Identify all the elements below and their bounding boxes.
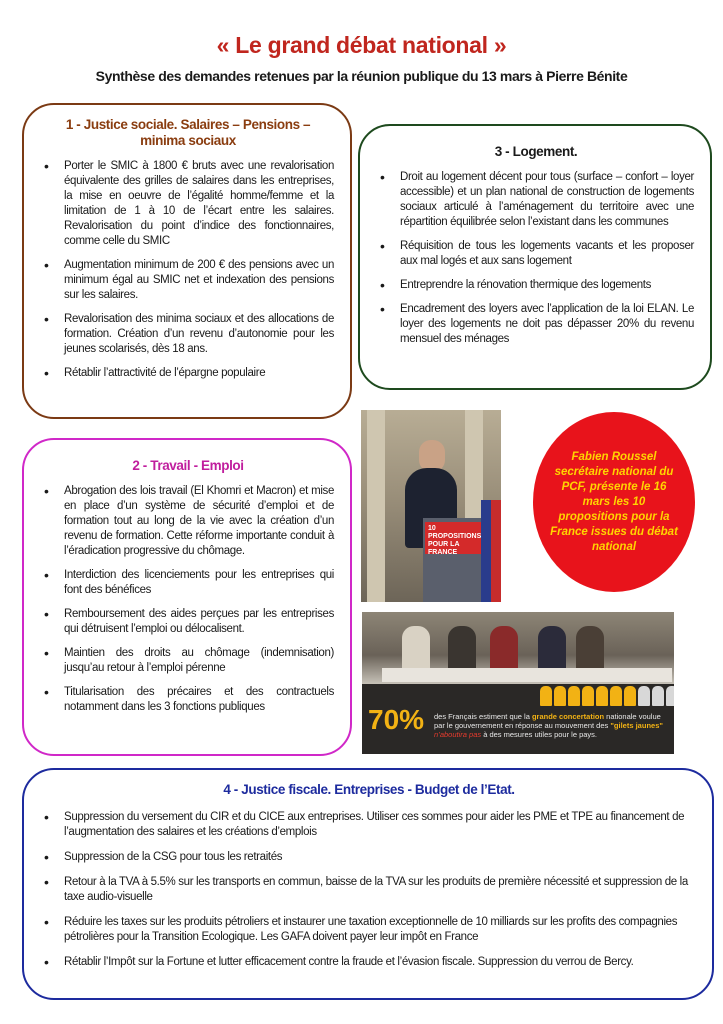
- person-shape: [576, 626, 604, 670]
- person-shape: [490, 626, 518, 670]
- list-item: • Entreprendre la rénovation thermique des logements: [378, 278, 694, 293]
- caption-emphasis: n’aboutira pas: [434, 730, 482, 739]
- section-justice-sociale: [22, 103, 352, 419]
- section-logement: [358, 124, 712, 390]
- section-justice-fiscale: [22, 768, 714, 1000]
- person-shape: [448, 626, 476, 670]
- section-title: 2 - Travail - Emploi: [132, 458, 244, 473]
- lectern-sign: 10 PROPOSITIONS POUR LA FRANCE: [425, 522, 485, 554]
- flag: [481, 500, 501, 602]
- person-figure-icon: [666, 686, 674, 706]
- list-item: • Abrogation des lois travail (El Khomri et Macron) et mise en place d’un système de sécurité d’emploi et de formation tout au long de la vie avec la création d’un revenu de formation. Cette réforme importante conduit à l’éradication progressive du chômage.: [42, 484, 334, 559]
- list-item: • Remboursement des aides perçues par les entreprises qui détruisent l’emploi ou délocalisent.: [42, 607, 334, 637]
- person-shape: [402, 626, 430, 670]
- callout-circle: [533, 412, 695, 592]
- meeting-table: [382, 668, 672, 682]
- callout-text: Fabien Roussel secrétaire national du PCF, présente le 16 mars les 10 propositions pour la France issues du débat national: [550, 450, 678, 553]
- person-figure-icon: [652, 686, 664, 706]
- list-item: • Rétablir l’attractivité de l’épargne populaire: [42, 366, 334, 381]
- person-figure-icon: [624, 686, 636, 706]
- poll-banner: [362, 612, 674, 754]
- caption-text: des Français estiment que la: [434, 712, 532, 721]
- person-figure-icon: [540, 686, 552, 706]
- list-item: • Droit au logement décent pour tous (surface – confort – loyer accessible) et un plan national de construction de logements sociaux articulé à l’aménagement du territoire avec une répartition équilibrée selon l’existant dans les communes: [378, 170, 694, 230]
- person-figure-icon: [610, 686, 622, 706]
- list-item: • Interdiction des licenciements pour les entreprises qui font des bénéfices: [42, 568, 334, 598]
- list-item: • Encadrement des loyers avec l’application de la loi ELAN. Le loyer des logements ne doit pas dépasser 20% du revenu mensuel des ménages: [378, 302, 694, 347]
- item-list: [42, 810, 696, 970]
- section-travail-emploi: [22, 438, 352, 756]
- page-subtitle: Synthèse des demandes retenues par la réunion publique du 13 mars à Pierre Bénite: [95, 68, 628, 84]
- section-title: 3 - Logement.: [494, 144, 578, 159]
- caption-highlight: grande concertation: [531, 712, 605, 721]
- item-list: [42, 484, 334, 715]
- list-item: • Suppression de la CSG pour tous les retraités: [42, 850, 696, 865]
- person-figure-icon: [554, 686, 566, 706]
- list-item: • Titularisation des précaires et des contractuels notamment dans les 3 fonctions publiques: [42, 685, 334, 715]
- section-title: 4 - Justice fiscale. Entreprises - Budget de l’Etat.: [223, 782, 515, 797]
- list-item: • Retour à la TVA à 5.5% sur les transports en commun, baisse de la TVA sur les produits de première nécessité et suppression de la taxe audio-visuelle: [42, 875, 696, 905]
- people-figures: [540, 686, 674, 706]
- caption-text: à des mesures utiles pour le pays.: [481, 730, 598, 739]
- section-title: 1 - Justice sociale. Salaires – Pensions – minima sociaux: [65, 117, 311, 148]
- speaker-photo: [361, 410, 501, 602]
- list-item: • Revalorisation des minima sociaux et des allocations de formation. Création d’un revenu d’autonomie pour les jeunes scolarisés, dès 18 ans.: [42, 312, 334, 357]
- person-figure-icon: [568, 686, 580, 706]
- person-figure-icon: [638, 686, 650, 706]
- item-list: [42, 159, 334, 381]
- poll-caption: [434, 712, 668, 739]
- person-shape: [538, 626, 566, 670]
- list-item: • Augmentation minimum de 200 € des pensions avec un minimum égal au SMIC net et indexation des pensions sur les salaires.: [42, 258, 334, 303]
- list-item: • Maintien des droits au chômage (indemnisation) jusqu’au retour à l’emploi pérenne: [42, 646, 334, 676]
- item-list: [378, 170, 694, 347]
- list-item: • Porter le SMIC à 1800 € bruts avec une revalorisation équivalente des grilles de salaires dans les entreprises, la mise en oeuvre de l’égalité homme/femme et la limitation de 1 à 10 de l’écart entre les salaires. Revalorisation du point d’indice des fonctionnaires, comme celle du SMIC: [42, 159, 334, 249]
- person-figure-icon: [582, 686, 594, 706]
- list-item: • Rétablir l’Impôt sur la Fortune et lutter efficacement contre la fraude et l’évasion fiscale. Suppression du verrou de Bercy.: [42, 955, 696, 970]
- list-item: • Réduire les taxes sur les produits pétroliers et instaurer une taxation exceptionnelle de 10 milliards sur les profits des compagnies pétrolières pour la Transition Ecologique. Les GAFA doivent payer leur impôt en France: [42, 915, 696, 945]
- caption-text: nationale voulue par le gouvernement en réponse au mouvement des: [434, 712, 661, 730]
- caption-highlight: "gilets jaunes": [610, 721, 663, 730]
- person-figure-icon: [596, 686, 608, 706]
- list-item: • Réquisition de tous les logements vacants et les proposer aux mal logés et aux sans logement: [378, 239, 694, 269]
- list-item: • Suppression du versement du CIR et du CICE aux entreprises. Utiliser ces sommes pour aider les PME et TPE au financement de l’augmentation des salaires et les créations d’emplois: [42, 810, 696, 840]
- page-title: « Le grand débat national »: [216, 32, 507, 58]
- poll-percent: 70%: [368, 704, 425, 735]
- column-shape: [367, 410, 385, 602]
